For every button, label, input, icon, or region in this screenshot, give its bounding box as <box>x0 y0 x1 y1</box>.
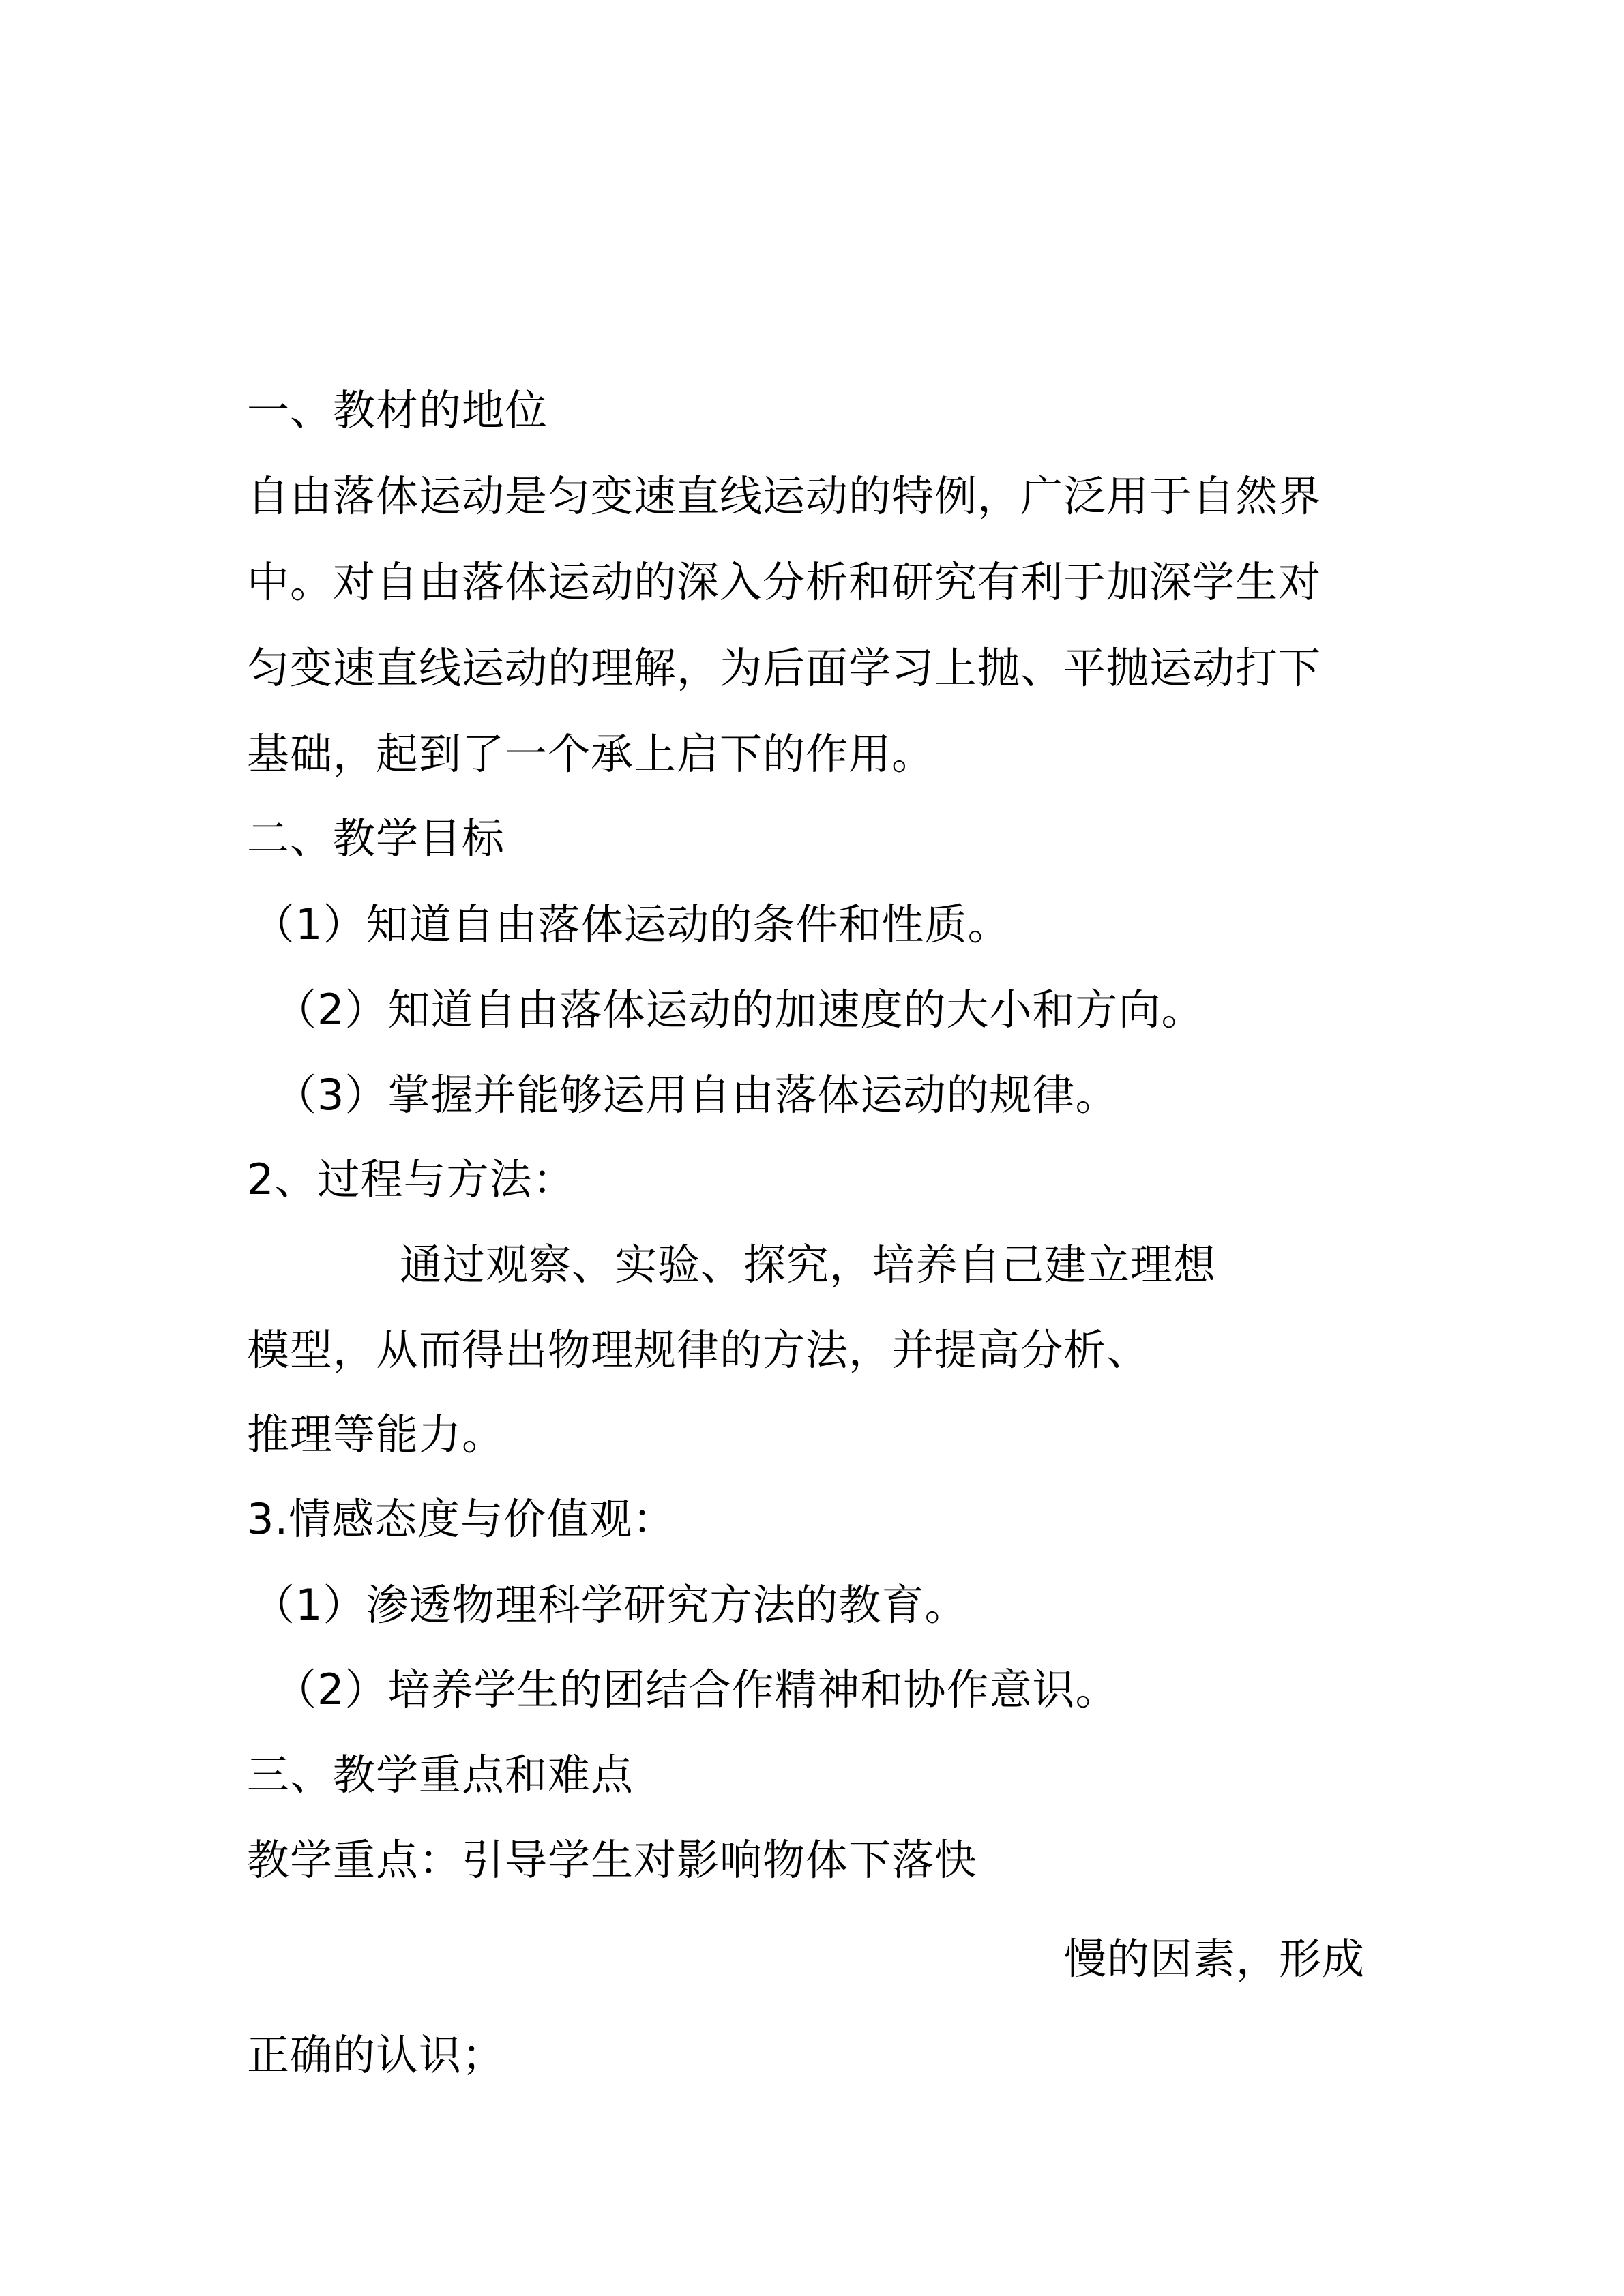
paragraph-line: 中。对自由落体运动的深入分析和研究有利于加深学生对 <box>247 557 1322 607</box>
paragraph-line: 教学重点：引导学生对影响物体下落快 <box>247 1835 978 1885</box>
list-item: （1）知道自由落体运动的条件和性质。 <box>252 899 1011 949</box>
paragraph-line: 正确的认识； <box>247 2030 505 2080</box>
section-heading: 三、教学重点和难点 <box>247 1750 634 1800</box>
list-item: （2）培养学生的团结合作精神和协作意识。 <box>274 1665 1119 1714</box>
paragraph-line: 自由落体运动是匀变速直线运动的特例，广泛用于自然界 <box>247 471 1322 521</box>
section-heading: 二、教学目标 <box>247 814 505 863</box>
paragraph-line: 推理等能力。 <box>247 1410 505 1459</box>
paragraph-line: 模型，从而得出物理规律的方法，并提高分析、 <box>247 1325 1150 1375</box>
section-heading: 一、教材的地位 <box>247 385 548 435</box>
paragraph-line: 通过观察、实验、探究，培养自己建立理想 <box>400 1240 1217 1289</box>
list-item: （2）知道自由落体运动的加速度的大小和方向。 <box>274 985 1205 1034</box>
subsection-heading: 3.情感态度与价值观： <box>247 1494 676 1544</box>
subsection-heading: 2、过程与方法： <box>247 1154 576 1204</box>
list-item: （3）掌握并能够运用自由落体运动的规律。 <box>274 1070 1119 1120</box>
list-item: （1）渗透物理科学研究方法的教育。 <box>252 1580 968 1630</box>
paragraph-line: 慢的因素，形成 <box>1064 1934 1365 1984</box>
paragraph-line: 基础，起到了一个承上启下的作用。 <box>247 729 935 779</box>
paragraph-line: 匀变速直线运动的理解，为后面学习上抛、平抛运动打下 <box>247 643 1322 693</box>
